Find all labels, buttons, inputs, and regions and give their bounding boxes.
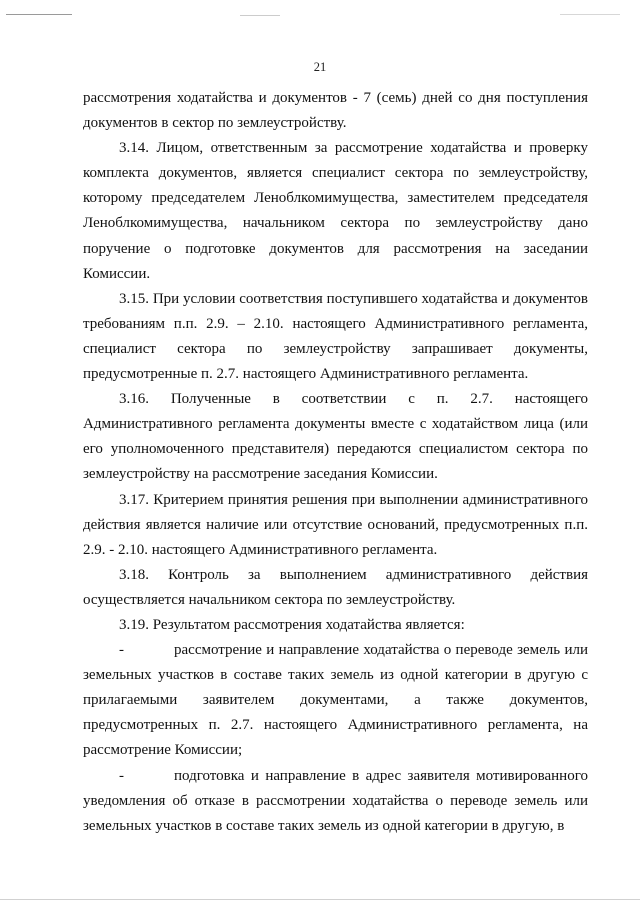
paragraph-3-18: 3.18. Контроль за выполнением административного действия осуществляется начальником сектора по землеустройству. xyxy=(83,566,588,608)
scan-edge-mark xyxy=(0,899,640,900)
list-dash: - xyxy=(119,767,124,784)
paragraph-3-19: 3.19. Результатом рассмотрения ходатайства является: xyxy=(119,616,465,633)
paragraph-3-16: 3.16. Полученные в соответствии с п. 2.7. настоящего Административного регламента документы вместе с ходатайством лица (или его уполномоченного представителя) передаются специалистом сектора по землеустройству на рассмотрение заседания Комиссии. xyxy=(83,391,588,483)
page-number: 21 xyxy=(313,60,327,74)
document-body xyxy=(83,86,588,839)
paragraph-3-14: 3.14. Лицом, ответственным за рассмотрение ходатайства и проверку комплекта документов, является специалист сектора по землеустройству, которому председателем Леноблкомимущества, заместителем председателя Леноблкомимущества, начальником сектора по землеустройству дано поручение о подготовке документов для рассмотрения на заседании Комиссии. xyxy=(83,140,588,282)
paragraph-3-17: 3.17. Критерием принятия решения при выполнении административного действия является наличие или отсутствие оснований, предусмотренных п.п. 2.9. - 2.10. настоящего Административного регламента. xyxy=(83,491,588,558)
paragraph-3-15: 3.15. При условии соответствия поступившего ходатайства и документов требованиям п.п. 2.9. – 2.10. настоящего Административного регламента, специалист сектора по землеустройству запрашивает документы, предусмотренные п. 2.7. настоящего Административного регламента. xyxy=(83,290,588,383)
paragraph: рассмотрения ходатайства и документов - 7 (семь) дней со дня поступления документов в сектор по землеустройству. xyxy=(83,90,588,132)
list-item xyxy=(83,638,588,763)
scan-edge-mark xyxy=(240,15,280,16)
list-item-text: подготовка и направление в адрес заявителя мотивированного уведомления об отказе в рассмотрении ходатайства о переводе земель или земельных участков в составе таких земель из одной категории в другую, в xyxy=(83,767,588,834)
scan-edge-mark xyxy=(560,14,620,15)
list-dash: - xyxy=(119,642,124,659)
scan-edge-mark xyxy=(6,14,72,15)
list-item-text: рассмотрение и направление ходатайства о переводе земель или земельных участков в составе таких земель из одной категории в другую с прилагаемыми заявителем документами, а также документов, предусмотренных п. 2.7. настоящего Административного регламента, на рассмотрение Комиссии; xyxy=(83,642,588,759)
list-item xyxy=(83,764,588,839)
